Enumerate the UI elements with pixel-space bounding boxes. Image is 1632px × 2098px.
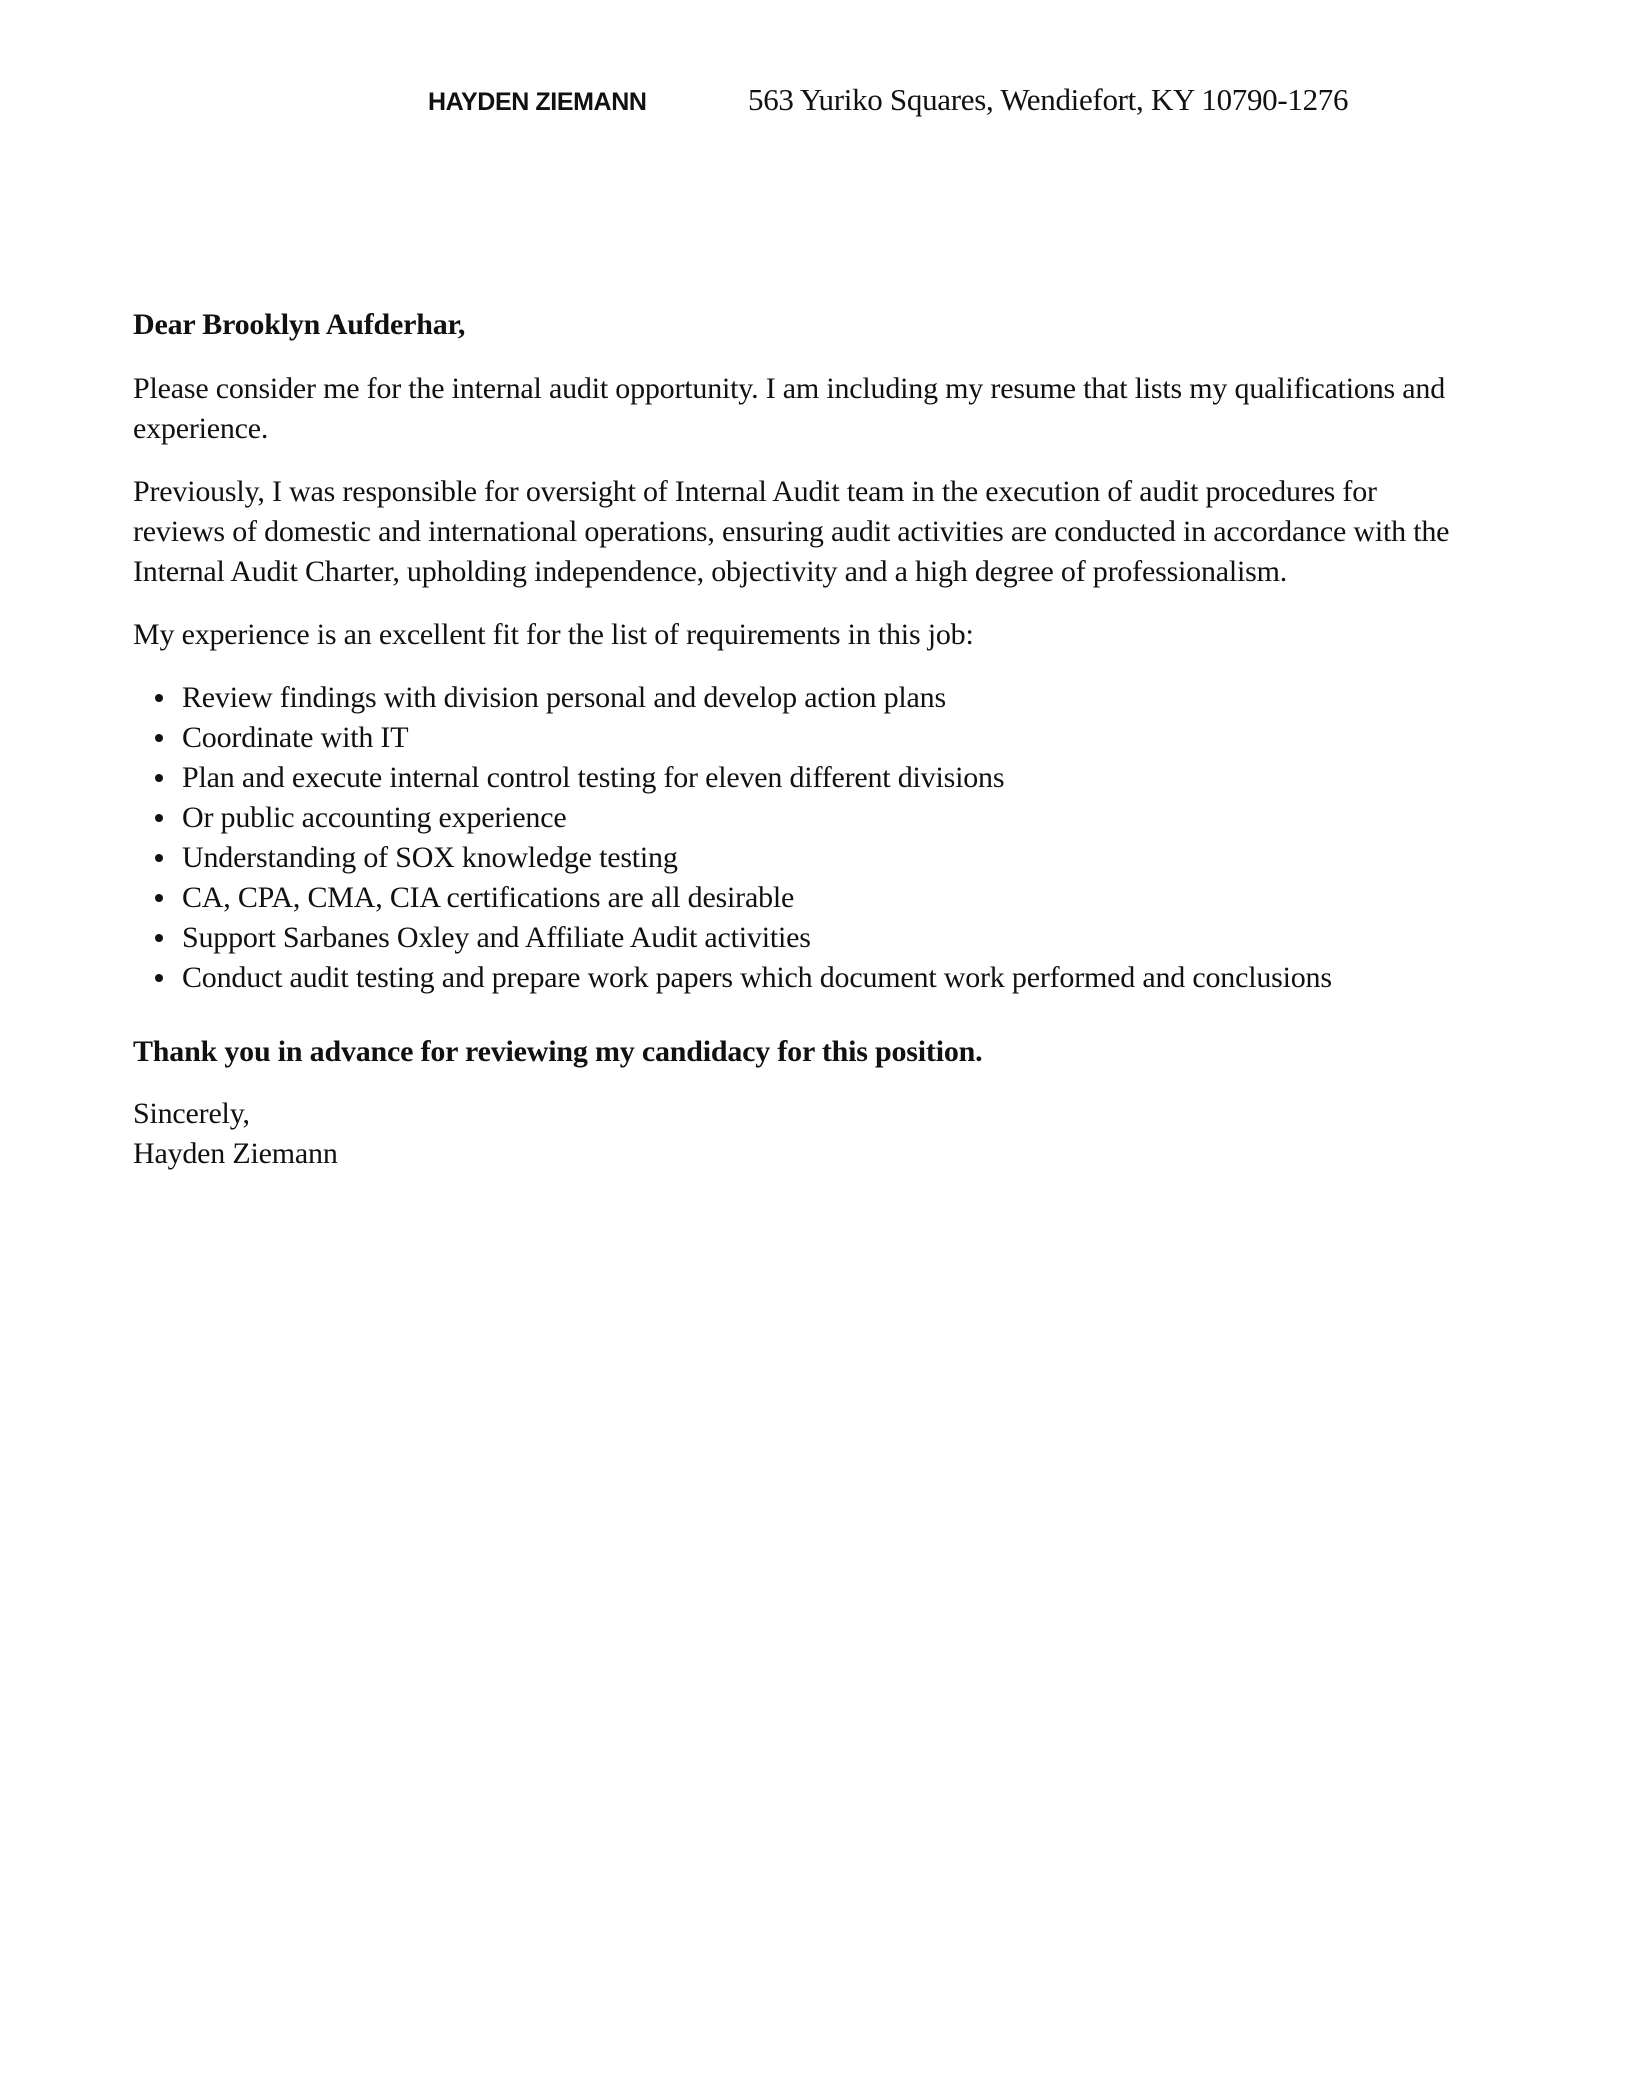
sender-name: HAYDEN ZIEMANN [428, 88, 647, 116]
bullet-icon [155, 694, 163, 702]
requirement-text: Understanding of SOX knowledge testing [182, 841, 678, 874]
signature: Hayden Ziemann [133, 1137, 338, 1170]
bullet-icon [155, 854, 163, 862]
signoff: Sincerely, [133, 1097, 250, 1130]
requirements-intro: My experience is an excellent fit for the list of requirements in this job: [133, 618, 974, 651]
list-item [133, 958, 1463, 998]
requirement-text: Support Sarbanes Oxley and Affiliate Audit activities [182, 921, 811, 954]
bullet-icon [155, 934, 163, 942]
list-item [133, 838, 1463, 878]
list-item [133, 878, 1463, 918]
bullet-icon [155, 734, 163, 742]
list-item [133, 758, 1463, 798]
requirement-text: Coordinate with IT [182, 721, 409, 754]
list-item [133, 798, 1463, 838]
bullet-icon [155, 814, 163, 822]
list-item [133, 678, 1463, 718]
requirement-text: CA, CPA, CMA, CIA certifications are all desirable [182, 881, 795, 914]
requirement-text: Plan and execute internal control testing for eleven different divisions [182, 761, 1005, 794]
list-item [133, 718, 1463, 758]
requirement-text: Review findings with division personal and develop action plans [182, 681, 946, 714]
list-item [133, 918, 1463, 958]
letter-body [133, 305, 1463, 1174]
bullet-icon [155, 894, 163, 902]
closing-statement: Thank you in advance for reviewing my candidacy for this position. [133, 1035, 983, 1068]
requirement-text: Conduct audit testing and prepare work papers which document work performed and conclusions [182, 961, 1332, 994]
bullet-icon [155, 974, 163, 982]
sender-address: 563 Yuriko Squares, Wendiefort, KY 10790-1276 [748, 82, 1349, 117]
letter-header [428, 82, 1348, 118]
requirement-text: Or public accounting experience [182, 801, 567, 834]
requirements-list [133, 678, 1463, 998]
salutation: Dear Brooklyn Aufderhar, [133, 308, 466, 341]
intro-paragraph: Please consider me for the internal audit opportunity. I am including my resume that lists my qualifications and experience. [133, 372, 1446, 445]
bullet-icon [155, 774, 163, 782]
experience-paragraph: Previously, I was responsible for oversight of Internal Audit team in the execution of audit procedures for reviews of domestic and international operations, ensuring audit activities are conducted in accordance with the Internal Audit Charter, upholding independence, objectivity and a high degree of professionalism. [133, 475, 1450, 588]
